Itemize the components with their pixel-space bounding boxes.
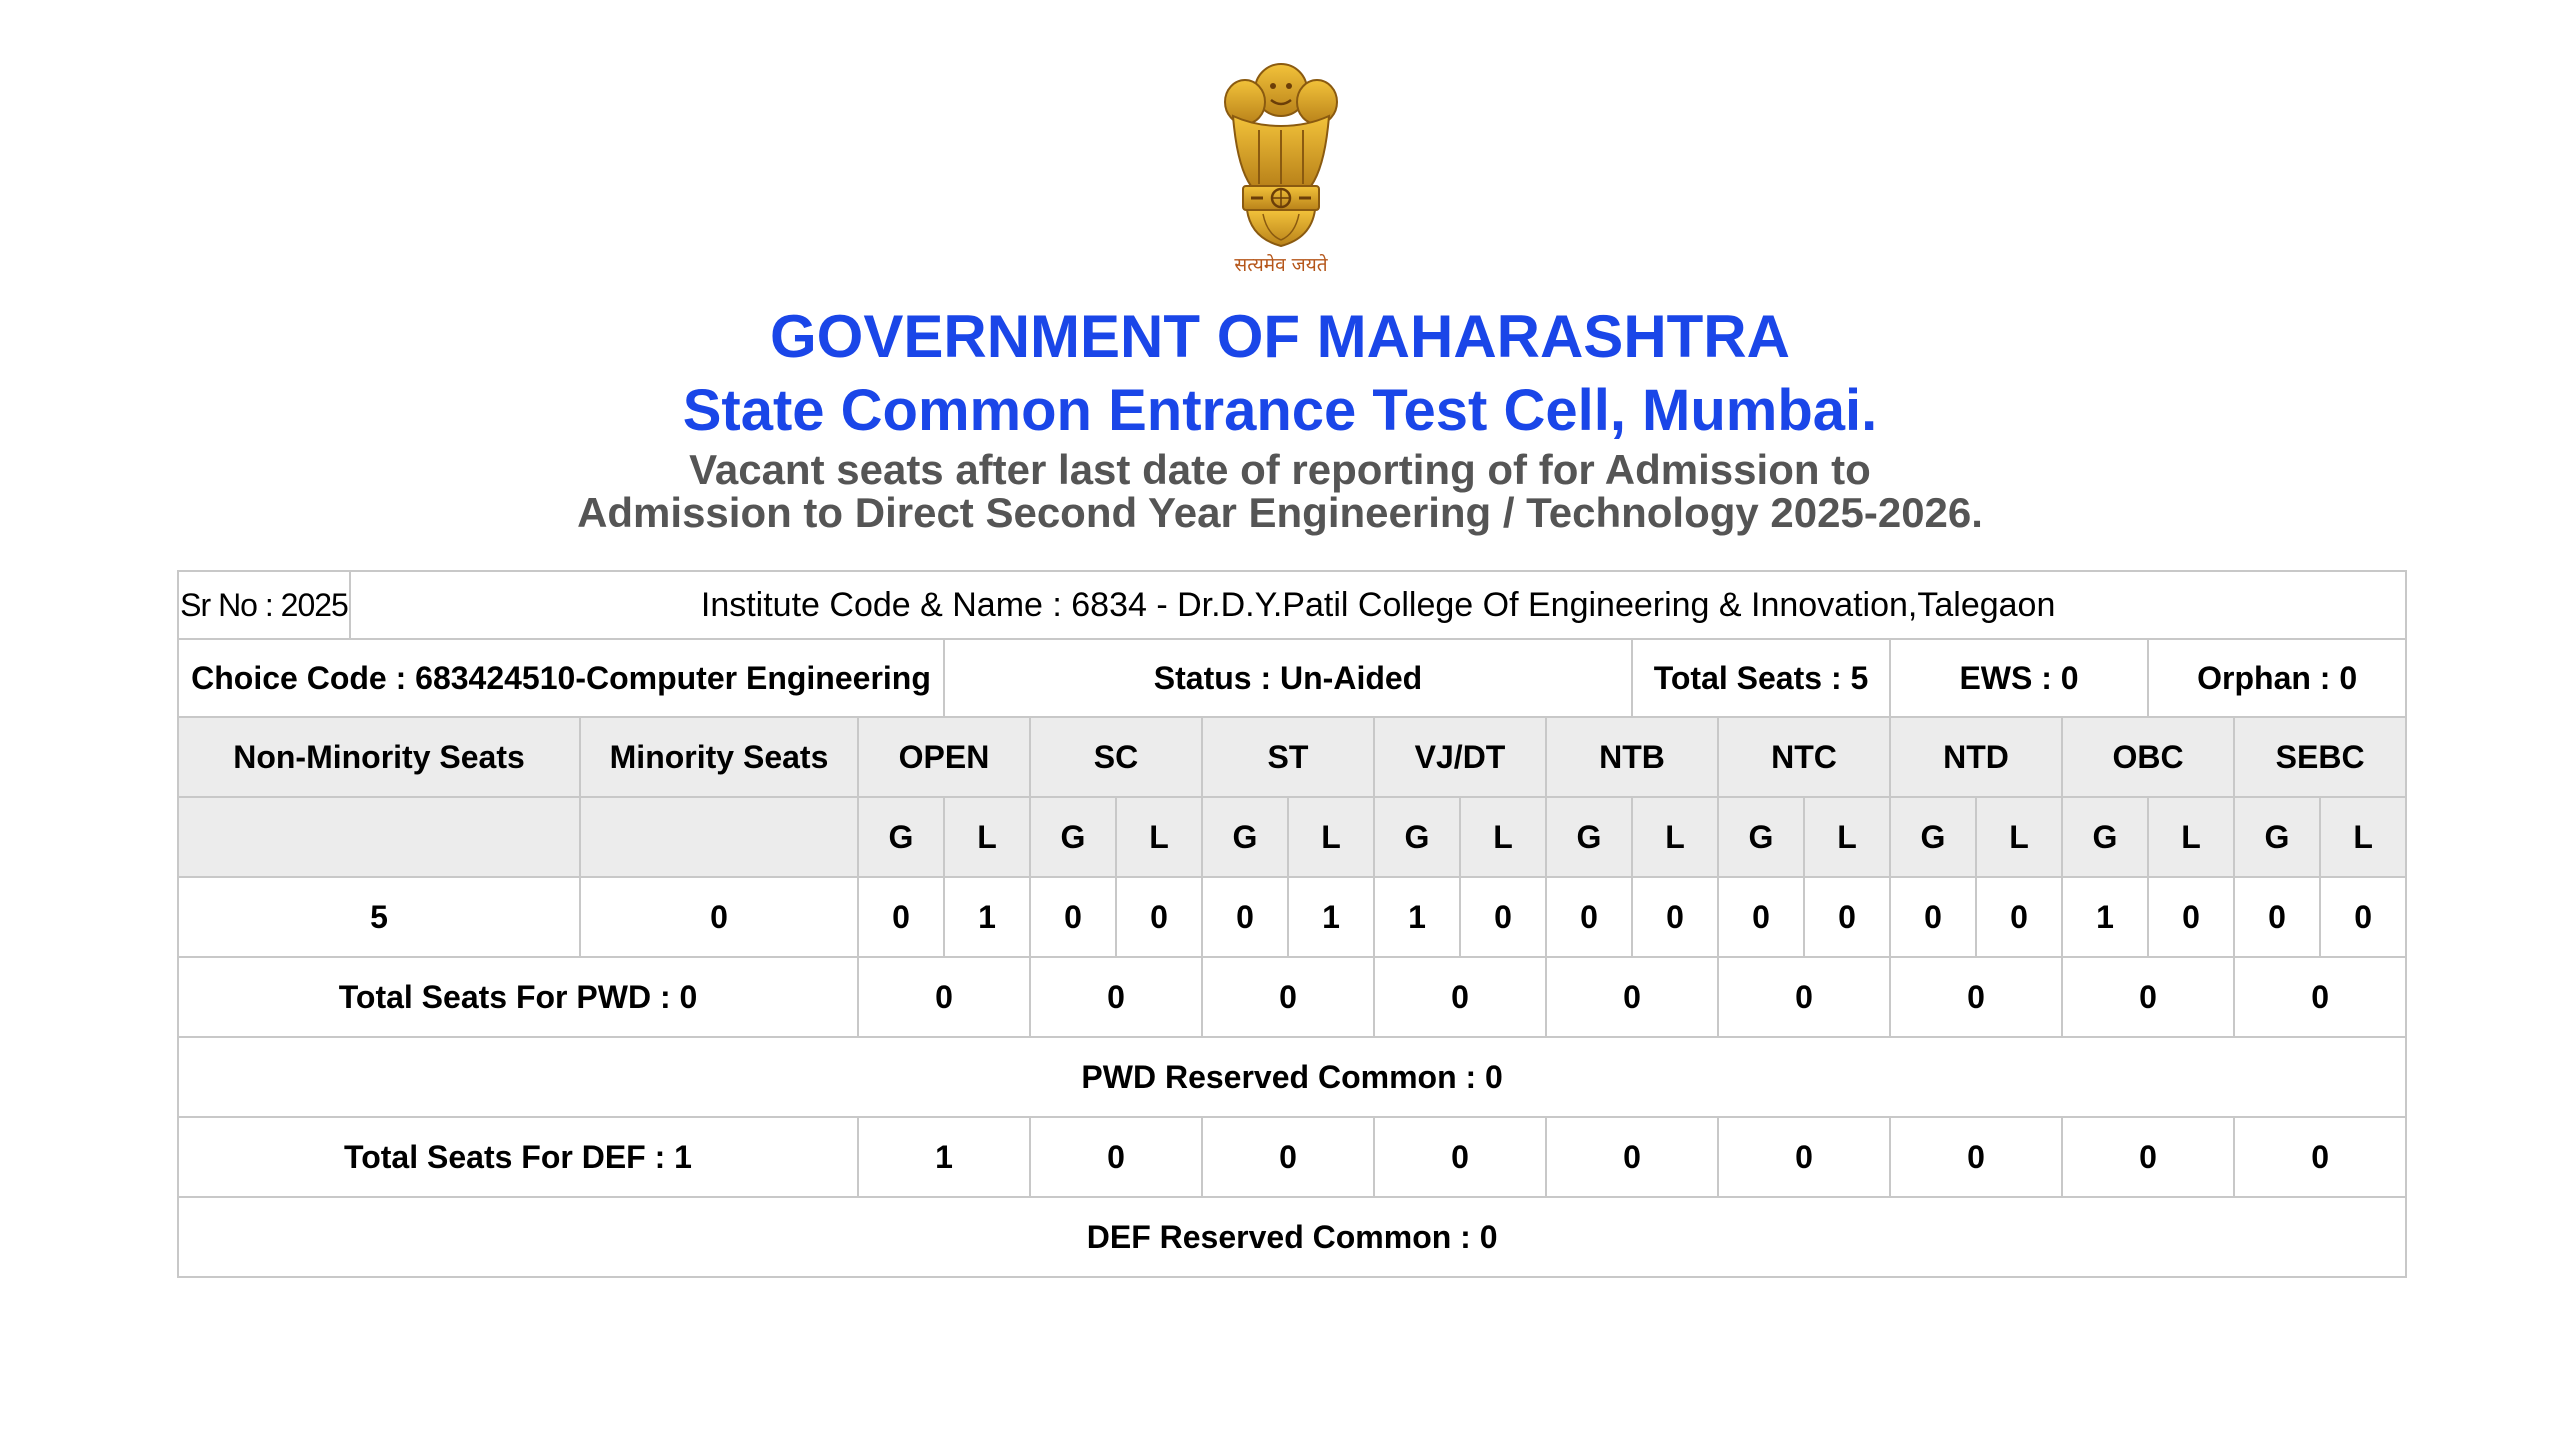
ladies-header: L	[1804, 797, 1890, 877]
total-seats: Total Seats : 5	[1632, 639, 1890, 717]
general-header: G	[2234, 797, 2320, 877]
def-seat-value: 0	[1890, 1117, 2062, 1197]
vacant-seats-table	[177, 570, 2407, 1278]
seat-value: 0	[2234, 877, 2320, 957]
category-header: VJ/DT	[1374, 717, 1546, 797]
general-header: G	[1718, 797, 1804, 877]
seat-value: 1	[944, 877, 1030, 957]
empty-cell	[178, 797, 580, 877]
def-row	[178, 1117, 2406, 1197]
pwd-seat-value: 0	[1374, 957, 1546, 1037]
ladies-header: L	[1976, 797, 2062, 877]
general-header: G	[1546, 797, 1632, 877]
pwd-seat-value: 0	[858, 957, 1030, 1037]
seat-value: 1	[1374, 877, 1460, 957]
pwd-seat-value: 0	[1718, 957, 1890, 1037]
pwd-seat-value: 0	[1546, 957, 1718, 1037]
category-header: SC	[1030, 717, 1202, 797]
general-header: G	[1374, 797, 1460, 877]
subtitle-line-2: Admission to Direct Second Year Engineering / Technology 2025-2026.	[577, 489, 1983, 536]
pwd-reserved-common-row	[178, 1037, 2406, 1117]
seat-value: 0	[1804, 877, 1890, 957]
choice-code: Choice Code : 683424510-Computer Engineering	[178, 639, 944, 717]
ladies-header: L	[1288, 797, 1374, 877]
category-header-row	[178, 717, 2406, 797]
seat-value: 0	[1546, 877, 1632, 957]
seat-value: 0	[1632, 877, 1718, 957]
general-header: G	[1030, 797, 1116, 877]
category-header: SEBC	[2234, 717, 2406, 797]
empty-cell	[580, 797, 858, 877]
def-reserved-common-row	[178, 1197, 2406, 1277]
orphan-seats: Orphan : 0	[2148, 639, 2406, 717]
general-header: G	[1890, 797, 1976, 877]
general-header: G	[858, 797, 944, 877]
def-seat-value: 0	[1546, 1117, 1718, 1197]
def-reserved-common: DEF Reserved Common : 0	[178, 1197, 2406, 1277]
seat-value: 0	[1718, 877, 1804, 957]
non-minority-header: Non-Minority Seats	[178, 717, 580, 797]
document-subtitle	[0, 448, 2560, 534]
ladies-header: L	[1632, 797, 1718, 877]
category-header: OPEN	[858, 717, 1030, 797]
seat-value: 0	[1976, 877, 2062, 957]
def-total-label: Total Seats For DEF : 1	[178, 1117, 858, 1197]
seat-value: 1	[2062, 877, 2148, 957]
seat-value: 0	[858, 877, 944, 957]
pwd-row	[178, 957, 2406, 1037]
seat-value: 0	[2320, 877, 2406, 957]
subtitle-line-1: Vacant seats after last date of reporting of for Admission to	[689, 446, 1871, 493]
seat-value: 0	[1116, 877, 1202, 957]
pwd-seat-value: 0	[2062, 957, 2234, 1037]
vacant-values-row	[178, 877, 2406, 957]
seat-value: 0	[1890, 877, 1976, 957]
non-minority-value: 5	[178, 877, 580, 957]
def-seat-value: 0	[2234, 1117, 2406, 1197]
pwd-seat-value: 0	[2234, 957, 2406, 1037]
sr-number: Sr No : 2025	[178, 571, 350, 639]
pwd-seat-value: 0	[1030, 957, 1202, 1037]
def-seat-value: 0	[1374, 1117, 1546, 1197]
ladies-header: L	[1116, 797, 1202, 877]
def-seat-value: 0	[1202, 1117, 1374, 1197]
general-header: G	[1202, 797, 1288, 877]
pwd-seat-value: 0	[1890, 957, 2062, 1037]
ladies-header: L	[2148, 797, 2234, 877]
pwd-total-label: Total Seats For PWD : 0	[178, 957, 858, 1037]
choice-row	[178, 639, 2406, 717]
def-seat-value: 0	[1030, 1117, 1202, 1197]
category-header: OBC	[2062, 717, 2234, 797]
status: Status : Un-Aided	[944, 639, 1632, 717]
pwd-reserved-common: PWD Reserved Common : 0	[178, 1037, 2406, 1117]
seat-value: 0	[1030, 877, 1116, 957]
institute-code-name: Institute Code & Name : 6834 - Dr.D.Y.Patil College Of Engineering & Innovation,Talegaon	[350, 571, 2406, 639]
seat-value: 0	[2148, 877, 2234, 957]
def-seat-value: 1	[858, 1117, 1030, 1197]
seat-value: 1	[1288, 877, 1374, 957]
ladies-header: L	[944, 797, 1030, 877]
general-header: G	[2062, 797, 2148, 877]
ashoka-emblem-icon	[1207, 56, 1355, 256]
gender-header-row	[178, 797, 2406, 877]
minority-header: Minority Seats	[580, 717, 858, 797]
def-seat-value: 0	[1718, 1117, 1890, 1197]
ews-seats: EWS : 0	[1890, 639, 2148, 717]
category-header: NTB	[1546, 717, 1718, 797]
category-header: NTD	[1890, 717, 2062, 797]
category-header: ST	[1202, 717, 1374, 797]
cet-cell-title: State Common Entrance Test Cell, Mumbai.	[682, 378, 1878, 443]
ladies-header: L	[1460, 797, 1546, 877]
institute-row	[178, 571, 2406, 639]
category-header: NTC	[1718, 717, 1890, 797]
minority-value: 0	[580, 877, 858, 957]
pwd-seat-value: 0	[1202, 957, 1374, 1037]
emblem-motto: सत्यमेव जयते	[1234, 254, 1328, 276]
def-seat-value: 0	[2062, 1117, 2234, 1197]
seat-value: 0	[1460, 877, 1546, 957]
seat-value: 0	[1202, 877, 1288, 957]
ladies-header: L	[2320, 797, 2406, 877]
state-emblem	[1207, 56, 1355, 286]
government-title: GOVERNMENT OF MAHARASHTRA	[770, 303, 1790, 370]
